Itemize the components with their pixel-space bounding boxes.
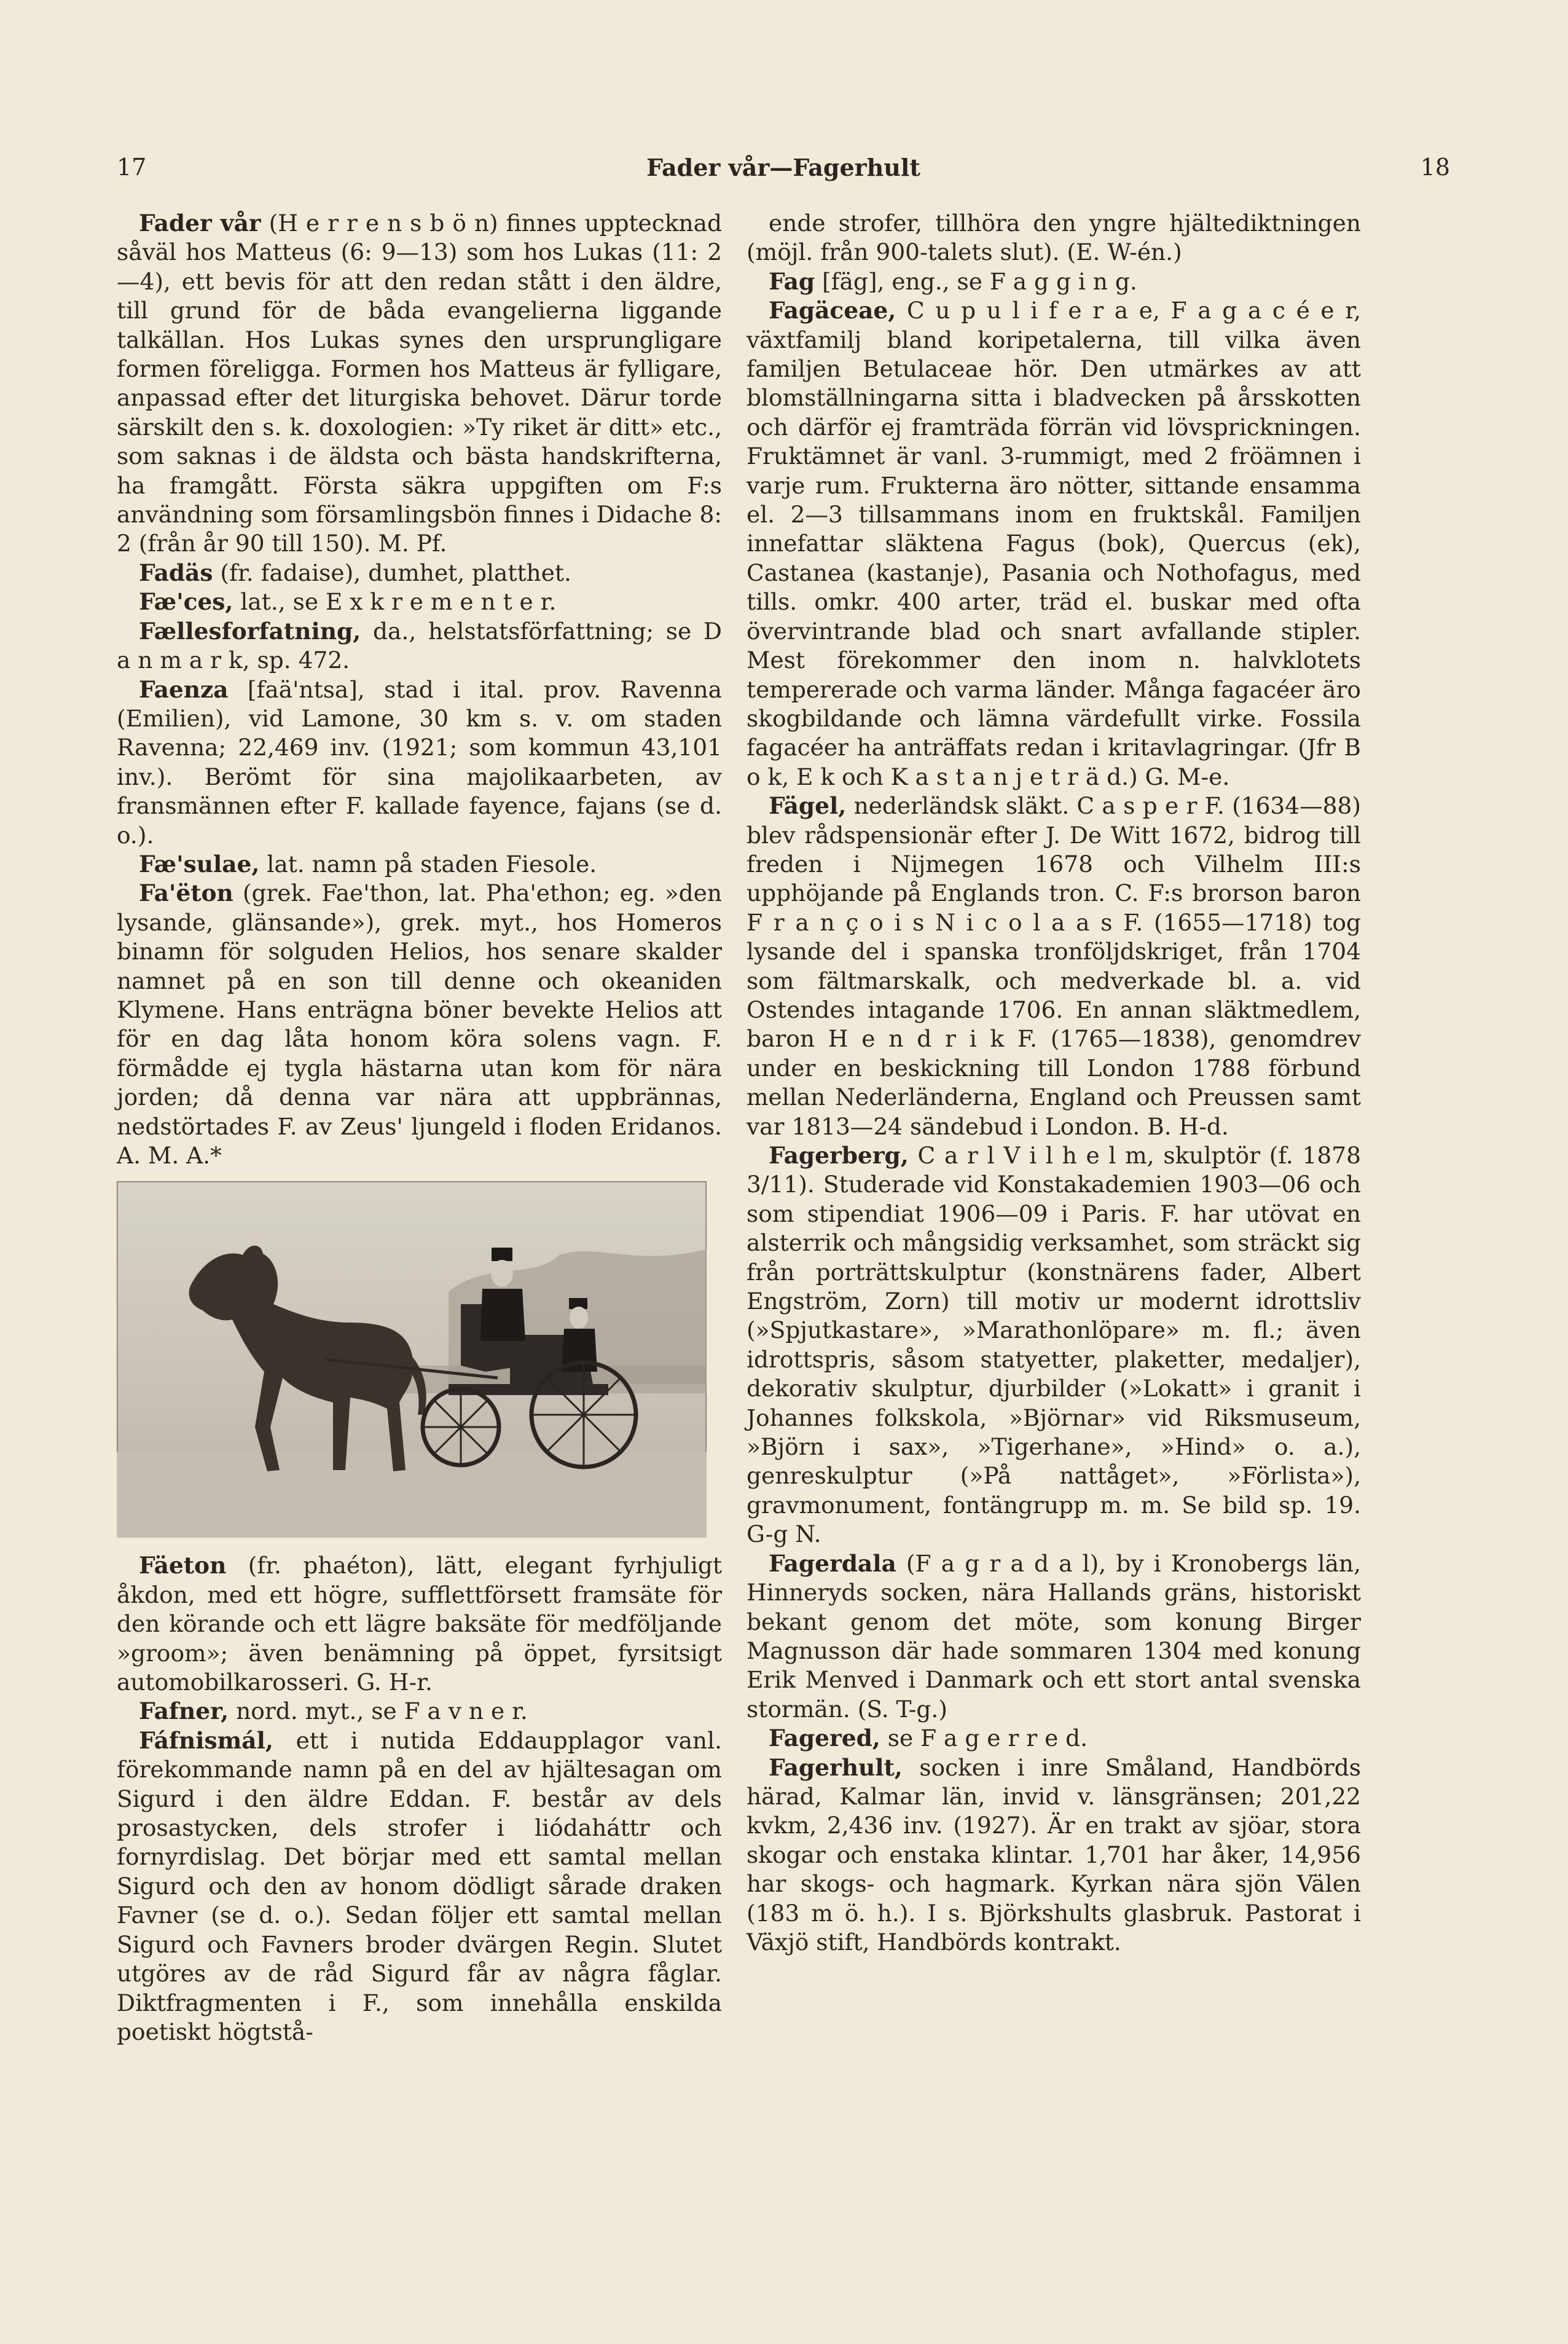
encyclopedia-entry xyxy=(117,879,722,1170)
entry-text: C a r l V i l h e l m, skulptör (f. 1878 3/11). Studerade vid Konstakademien 1903—06 och som stipendiat 1906—09 i Paris. F. har utövat en alsterrik och mångsidig verksamhet, som sträckt sig från porträttskulptur (konstnärens fader, Albert Engström, Zorn) till motiv ur modernt idrottsliv (»Spjutkastare», »Marathonlöpare» m. fl.; även idrottspris, såsom statyetter, plaketter, medaljer), dekorativ skulptur, djurbilder (»Lokatt» i granit i Johannes folkskola, »Björnar» vid Riksmuseum, »Björn i sax», »Tigerhane», »Hind» o. a.), genreskulptur (»På nattåget», »Förlista»), gravmonument, fontängrupp m. m. Se bild sp. 19. G-g N. xyxy=(747,1142,1361,1548)
entry-headword: Fa'ëton xyxy=(139,879,233,907)
entry-text: (F a g r a d a l), by i Kronobergs län, Hinneryds socken, nära Hallands gräns, historiskt bekant genom det möte, som konung Birger Magnusson där hade sommaren 1304 med konung Erik Menved i Danmark och ett stort antal svenska stormän. (S. T-g.) xyxy=(747,1549,1361,1723)
entry-headword: Fagered, xyxy=(769,1725,880,1752)
entry-text: (fr. fadaise), dumhet, platthet. xyxy=(213,559,571,586)
entry-headword: Fáfnismál, xyxy=(139,1726,273,1754)
entry-headword: Fællesforfatning, xyxy=(139,617,361,645)
entry-text: [faä'ntsa], stad i ital. prov. Ravenna (Emilien), vid Lamone, 30 km s. v. om staden Ravenna; 22,469 inv. (1921; som kommun 43,101 inv.). Berömt för sina majolikaarbeten, av fransmännen efter F. kallade fayence, fajans (se d. o.). xyxy=(117,675,722,849)
entry-text: se F a g e r r e d. xyxy=(880,1725,1088,1752)
entry-headword: Fagerdala xyxy=(769,1549,896,1577)
encyclopedia-entry xyxy=(747,209,1361,267)
entry-text: lat. namn på staden Fiesole. xyxy=(259,850,597,878)
entry-headword: Fagäceae, xyxy=(769,297,896,324)
entry-text: C u p u l i f e r a e, F a g a c é e r, växtfamilj bland koripetalerna, till vilka även familjen Betulaceae hör. Den utmärkes av att blomställningarna sitta i bladvecken på årsskotten och därför ej framträda förrän vid lövsprickningen. Fruktämnet är vanl. 3-rummigt, med 2 fröämnen i varje rum. Frukterna äro nötter, sittande ensamma el. 2—3 tillsammans inom en fruktskål. Familjen innefattar släktena Fagus (bok), Quercus (ek), Castanea (kastanje), Pasania och Nothofagus, med tills. omkr. 400 arter, träd el. buskar med ofta övervintrande blad och snart avfallande stipler. Mest förekommer den inom n. halvklotets tempererade och varma länder. Många fagacéer äro skogbildande och lämna värdefullt virke. Fossila fagacéer ha anträffats redan i kritavlagringar. (Jfr B o k, E k och K a s t a n j e t r ä d.) G. M-e. xyxy=(747,297,1361,790)
phaeton-carriage-photo xyxy=(117,1181,710,1538)
entry-text: (fr. phaéton), lätt, elegant fyrhjuligt åkdon, med ett högre, sufflettförsett framsäte för den körande och ett lägre baksäte för medföljande »groom»; även benämning på öppet, fyrsitsigt automobilkarosseri. G. H-r. xyxy=(117,1552,722,1696)
encyclopedia-entry xyxy=(117,1697,722,1726)
encyclopedia-entry xyxy=(117,675,722,850)
encyclopedia-entry xyxy=(747,267,1361,296)
encyclopedia-entry xyxy=(747,1549,1361,1724)
encyclopedia-entry xyxy=(117,559,722,588)
entry-text: lat., se E x k r e m e n t e r. xyxy=(233,588,557,616)
right-column xyxy=(747,209,1361,1957)
entry-headword: Fagerberg, xyxy=(769,1142,909,1169)
entry-headword: Fagerhult, xyxy=(769,1753,903,1781)
entry-headword: Faenza xyxy=(139,675,229,703)
entry-headword: Fafner, xyxy=(139,1697,229,1725)
entry-text: nord. myt., se F a v n e r. xyxy=(229,1697,528,1725)
encyclopedia-entry xyxy=(747,1753,1361,1957)
encyclopedia-entry xyxy=(117,1551,722,1697)
entry-text: socken i inre Småland, Handbörds härad, Kalmar län, invid v. länsgränsen; 201,22 kvkm, 2,436 inv. (1927). Är en trakt av sjöar, stora skogar och enstaka klintar. 1,701 har åker, 14,956 har skogs- och hagmark. Kyrkan nära sjön Välen (183 m ö. h.). I s. Björkshults glasbruk. Pastorat i Växjö stift, Handbörds kontrakt. xyxy=(747,1753,1361,1956)
entry-headword: Fag xyxy=(769,267,815,295)
entry-text: [fäg], eng., se F a g g i n g. xyxy=(815,267,1137,295)
encyclopedia-entry xyxy=(117,850,722,879)
encyclopedia-entry xyxy=(117,617,722,675)
running-title: Fader vår—Fagerhult xyxy=(646,154,920,181)
entry-headword: Fæ'ces, xyxy=(139,588,233,616)
page-number-right: 18 xyxy=(1420,154,1450,181)
entry-text: nederländsk släkt. C a s p e r F. (1634—88) blev rådspensionär efter J. De Witt 1672, bidrog till freden i Nijmegen 1678 och Vilhelm III:s upphöjande på Englands tron. C. F:s brorson baron F r a n ç o i s N i c o l a a s F. (1655—1718) tog lysande del i spanska tronföljdskriget, från 1704 som fältmarskalk, och medverkade bl. a. vid Ostendes intagande 1706. En annan släktmedlem, baron H e n d r i k F. (1765—1838), genomdrev under en beskickning till London 1788 förbund mellan Nederländerna, England och Preussen samt var 1813—24 sändebud i London. B. H-d. xyxy=(747,792,1361,1140)
encyclopedia-entry xyxy=(747,296,1361,792)
entry-text: ende strofer, tillhöra den yngre hjältediktningen (möjl. från 900-talets slut). (E. W-én.) xyxy=(747,210,1361,266)
entry-headword: Fader vår xyxy=(139,210,261,237)
entry-text: (H e r r e n s b ö n) finnes upptecknad såväl hos Matteus (6: 9—13) som hos Lukas (11: 2—4), ett bevis för att den redan stått i den äldre, till grund för de båda evangelierna liggande talkällan. Hos Lukas synes den ursprungligare formen föreligga. Formen hos Matteus är fylligare, anpassad efter det liturgiska behovet. Därur torde särskilt den s. k. doxologien: »Ty riket är ditt» etc., som saknas i de äldsta och bästa handskrifterna, ha framgått. Första säkra uppgiften om F:s användning som församlingsbön finnes i Didache 8: 2 (från år 90 till 150). M. Pf. xyxy=(117,210,722,557)
encyclopedia-entry xyxy=(117,588,722,616)
encyclopedia-entry xyxy=(747,1141,1361,1549)
entry-headword: Fägel, xyxy=(769,792,847,820)
encyclopedia-entry xyxy=(117,209,722,559)
entry-text: (grek. Fae'thon, lat. Pha'ethon; eg. »den lysande, glänsande»), grek. myt., hos Homeros binamn för solguden Helios, hos senare skalder namnet på en son till denne och okeaniden Klymene. Hans enträgna böner bevekte Helios att för en dag låta honom köra solens vagn. F. förmådde ej tygla hästarna utan kom för nära jorden; då denna var nära att uppbrännas, nedstörtades F. av Zeus' ljungeld i floden Eridanos. A. M. A.* xyxy=(117,879,722,1169)
encyclopedia-entry xyxy=(747,792,1361,1141)
page-number-left: 17 xyxy=(117,154,147,181)
left-column xyxy=(117,209,722,2047)
entry-text: da., helstatsförfattning; se D a n m a r k, sp. 472. xyxy=(117,617,722,674)
page-header xyxy=(117,147,1450,191)
encyclopedia-entry xyxy=(747,1724,1361,1753)
encyclopedia-entry xyxy=(117,1726,722,2047)
entry-headword: Fæ'sulae, xyxy=(139,850,260,878)
entry-text: ett i nutida Eddaupplagor vanl. förekommande namn på en del av hjältesagan om Sigurd i den äldre Eddan. F. består av dels prosastycken, dels strofer i liódaháttr och fornyrdislag. Det börjar med ett samtal mellan Sigurd och den av honom dödligt sårade draken Favner (se d. o.). Sedan följer ett samtal mellan Sigurd och Favners broder dvärgen Regin. Slutet utgöres av de råd Sigurd får av några fåglar. Diktfragmenten i F., som innehålla enskilda poetiskt högtstå- xyxy=(117,1726,722,2045)
entry-headword: Fadäs xyxy=(139,559,213,586)
entry-headword: Fäeton xyxy=(139,1552,227,1579)
